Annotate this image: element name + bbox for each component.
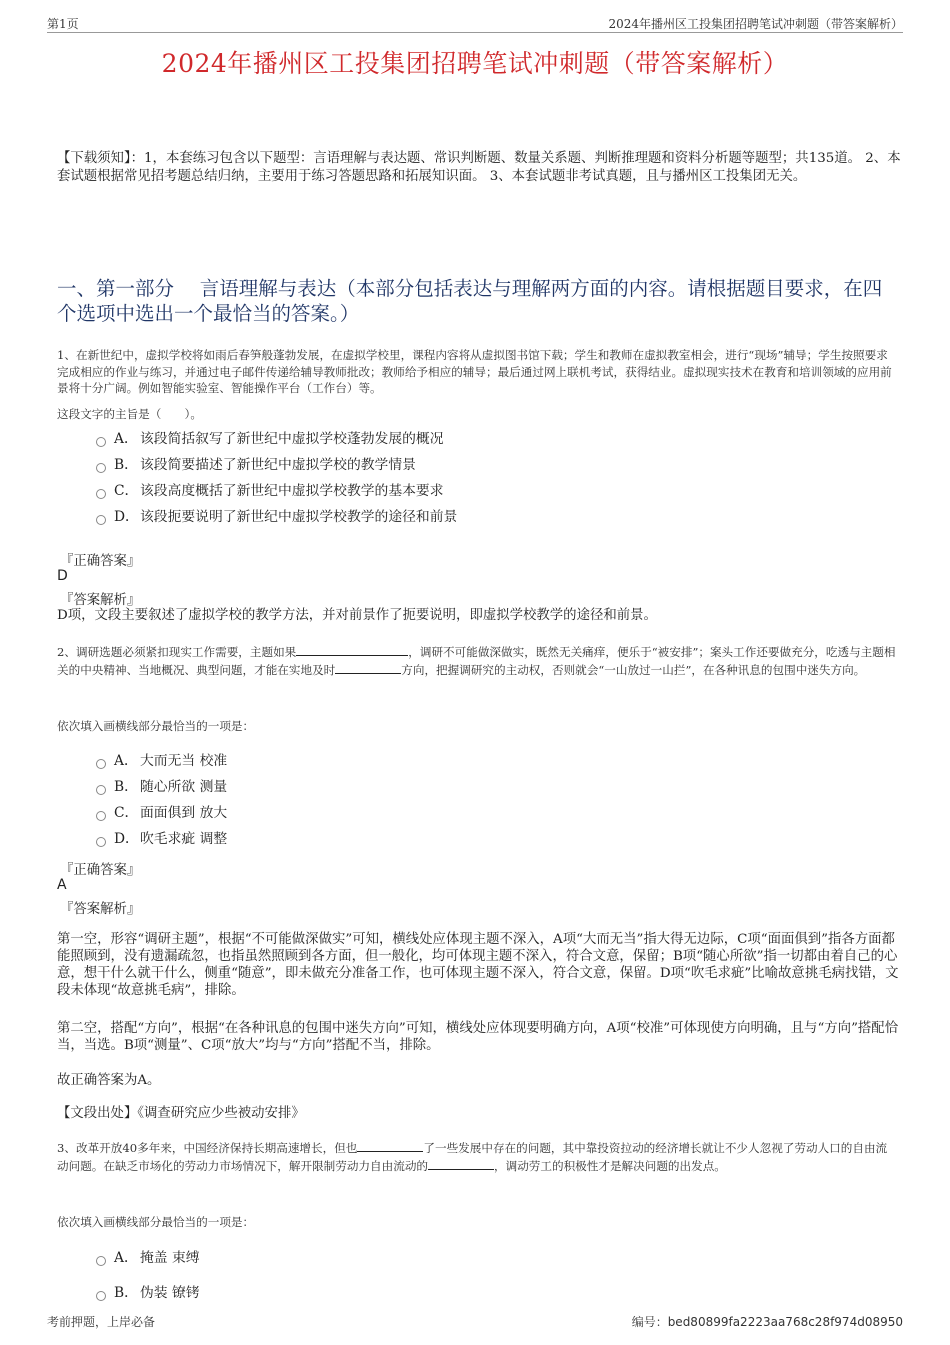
radio-icon[interactable]	[96, 489, 106, 499]
radio-icon[interactable]	[96, 437, 106, 447]
radio-icon[interactable]	[96, 1256, 106, 1266]
question-1-option-a[interactable]: A． 该段简括叙写了新世纪中虚拟学校蓬勃发展的概况	[96, 430, 444, 448]
radio-icon[interactable]	[96, 837, 106, 847]
radio-icon[interactable]	[96, 1291, 106, 1301]
question-3-ask: 依次填入画横线部分最恰当的一项是：	[57, 1215, 255, 1229]
download-notice: 【下载须知】：1，本套练习包含以下题型：言语理解与表达题、常识判断题、数量关系题、判断推理题和资料分析题等题型；共135道。 2、本套试题根据常见招考题总结归纳，主要用于练习答题思路和拓展知识面。 3、本套试题非考试真题，且与播州区工投集团无关。	[57, 151, 901, 184]
question-2-answer: A	[57, 877, 67, 893]
question-2-source: 【文段出处】《调查研究应少些被动安排》	[57, 1106, 305, 1121]
fill-blank	[335, 661, 401, 674]
question-1-option-c[interactable]: C． 该段高度概括了新世纪中虚拟学校教学的基本要求	[96, 482, 444, 500]
question-2-analysis-label: 『答案解析』	[60, 902, 141, 917]
question-3-stem: 3、改革开放40多年来，中国经济保持长期高速增长，但也 了一些发展中存在的问题，其中靠投资拉动的经济增长就让不少人忽视了劳动人口的自由流动问题。在缺乏市场化的劳动力市场情况下，解开限制劳动力自由流动的 ，调动劳工的积极性才是解决问题的出发点。	[57, 1141, 888, 1173]
question-2-answer-label: 『正确答案』	[60, 863, 141, 878]
question-2-analysis-1: 第一空，形容“调研主题”，根据“不可能做深做实”可知，横线处应体现主题不深入，A项“大而无当”指大得无边际，C项“面面俱到”指各方面都能照顾到，没有遗漏疏忽，也指虽然照顾到各方面，但一般化，均可体现主题不深入，符合文意，保留；B项“随心所欲”指一切都由着自己的心意，想干什么就干什么，侧重“随意”，即未做充分准备工作，也可体现主题不深入，符合文意，保留。D项“吹毛求疵”比喻故意挑毛病找错，文段未体现“故意挑毛病”，排除。	[57, 932, 899, 998]
question-1-stem: 1、在新世纪中，虚拟学校将如雨后春笋般蓬勃发展，在虚拟学校里，课程内容将从虚拟图书馆下载；学生和教师在虚拟教室相会，进行“现场”辅导；学生按照要求完成相应的作业与练习，并通过电子邮件传递给辅导教师批改；教师给予相应的辅导；最后通过网上联机考试，获得结业。虚拟现实技术在教育和培训领域的应用前景将十分广阔。例如智能实验室、智能操作平台（工作台）等。	[57, 348, 892, 395]
question-1-answer-label: 『正确答案』	[60, 554, 141, 569]
radio-icon[interactable]	[96, 785, 106, 795]
radio-icon[interactable]	[96, 759, 106, 769]
question-2-option-d[interactable]: D．吹毛求疵 调整	[96, 830, 227, 848]
question-3-option-a[interactable]: A． 掩盖 束缚	[96, 1249, 200, 1267]
footer-slogan: 考前押题，上岸必备	[47, 1315, 156, 1329]
page-number: 第1页	[47, 17, 79, 31]
question-1-ask: 这段文字的主旨是（ ）。	[57, 407, 202, 421]
question-1-analysis-label: 『答案解析』	[60, 593, 141, 608]
fill-blank	[357, 1139, 423, 1152]
question-2-option-c[interactable]: C． 面面俱到 放大	[96, 804, 227, 822]
fill-blank	[296, 643, 408, 656]
question-2-ask: 依次填入画横线部分最恰当的一项是：	[57, 719, 255, 733]
question-2-option-b[interactable]: B． 随心所欲 测量	[96, 778, 227, 796]
question-2-analysis-3: 故正确答案为A。	[57, 1073, 161, 1088]
question-1-answer: D	[57, 568, 68, 584]
header-divider	[47, 32, 903, 33]
radio-icon[interactable]	[96, 463, 106, 473]
question-1-option-d[interactable]: D．该段扼要说明了新世纪中虚拟学校教学的途径和前景	[96, 508, 457, 526]
radio-icon[interactable]	[96, 515, 106, 525]
section-heading: 一、第一部分 言语理解与表达（本部分包括表达与理解两方面的内容。请根据题目要求，在四个选项中选出一个最恰当的答案。）	[57, 277, 883, 325]
question-1-analysis: D项，文段主要叙述了虚拟学校的教学方法，并对前景作了扼要说明，即虚拟学校教学的途径和前景。	[57, 608, 657, 623]
footer-code: 编号：bed80899fa2223aa768c28f974d08950	[631, 1315, 903, 1329]
fill-blank	[428, 1157, 494, 1170]
question-2-option-a[interactable]: A． 大而无当 校准	[96, 752, 227, 770]
question-2-analysis-2: 第二空，搭配“方向”，根据“在各种讯息的包围中迷失方向”可知，横线处应体现要明确方向，A项“校准”可体现使方向明确，且与“方向”搭配恰当，当选。B项“测量”、C项“放大”均与“方向”搭配不当，排除。	[57, 1021, 899, 1053]
page-title: 2024年播州区工投集团招聘笔试冲刺题（带答案解析）	[161, 49, 789, 78]
question-1-option-b[interactable]: B． 该段简要描述了新世纪中虚拟学校的教学情景	[96, 456, 416, 474]
question-3-option-b[interactable]: B． 伪装 镣铐	[96, 1284, 200, 1302]
header-doc-title: 2024年播州区工投集团招聘笔试冲刺题（带答案解析）	[608, 17, 903, 31]
question-2-stem: 2、调研选题必须紧扣现实工作需要，主题如果 ，调研不可能做深做实，既然无关痛痒，便乐于“被安排”；案头工作还要做充分，吃透与主题相关的中央精神、当地概况、典型问题，才能在实地及时 方向，把握调研究的主动权，否则就会“一山放过一山拦”，在各种讯息的包围中迷失方向。	[57, 645, 896, 677]
radio-icon[interactable]	[96, 811, 106, 821]
